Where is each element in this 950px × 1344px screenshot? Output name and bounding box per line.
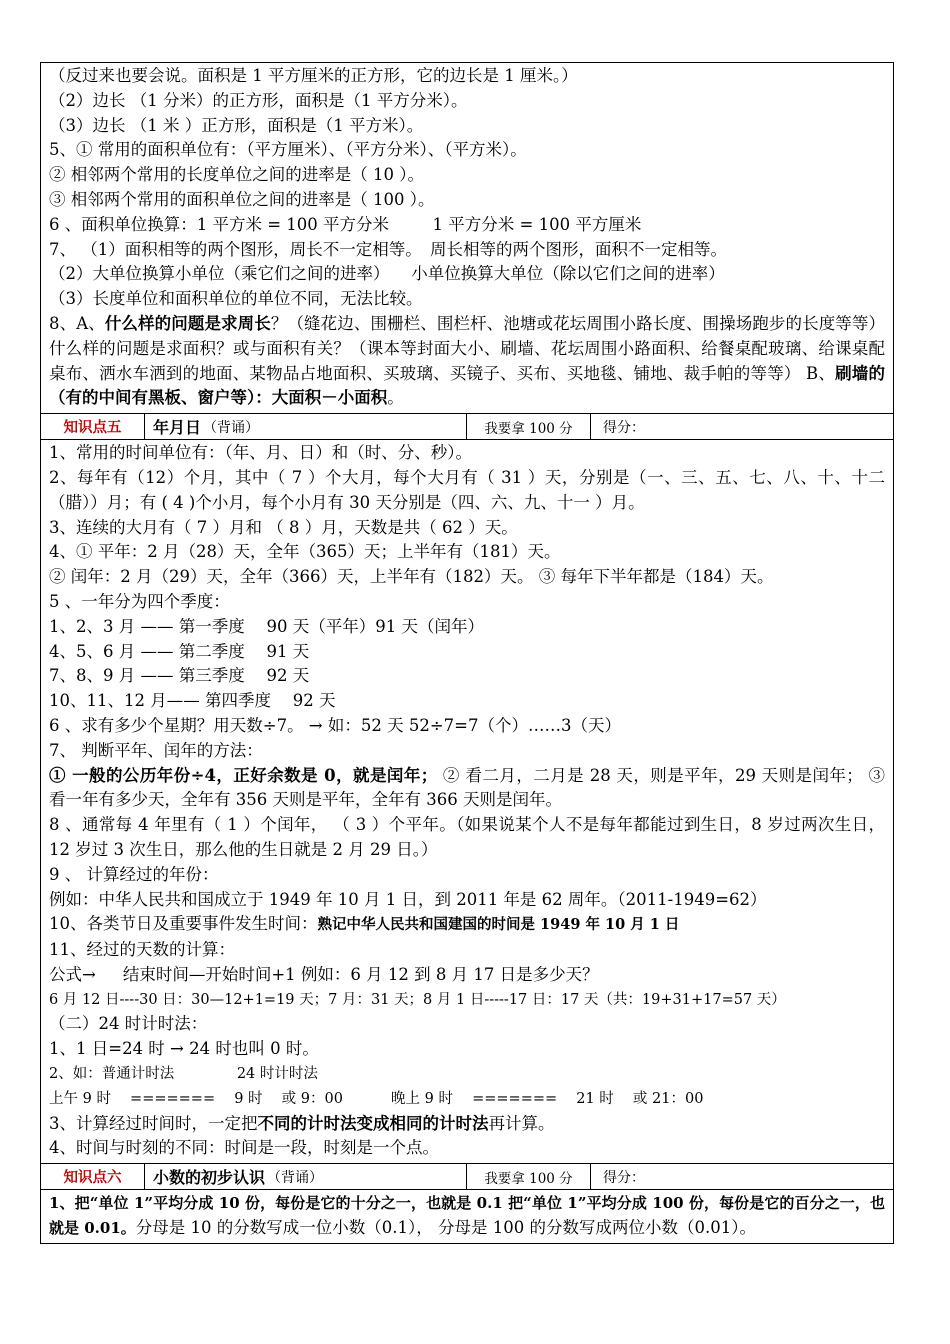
text-line: 10、11、12 月—— 第四季度 92 天 xyxy=(49,691,336,711)
text-line: 8 、通常每 4 年里有（ 1 ）个闰年， （ 3 ）个平年。（如果说某个人不是每年都能过到生日，8 岁过两次生日，12 岁过 3 次生日，那么他的生日就是 2 月 29 日。） xyxy=(49,815,885,859)
decimal-bold: 1、把“单位 1”平均分成 10 份，每份是它的十分之一，也就是 0.1 把“单位 1”平均分成 100 份，每份是它的百分之一，也就是 0.01。 xyxy=(49,1194,885,1238)
section-6-body xyxy=(40,1190,894,1244)
area-units-section-body xyxy=(40,62,894,414)
text-line: 6 、求有多少个星期？用天数÷7。 → 如：52 天 52÷7=7（个）……3（天） xyxy=(49,715,622,735)
item-8-bold-perimeter: 什么样的问题是求周长 xyxy=(104,313,271,333)
text-line: ② 相邻两个常用的长度单位之间的进率是（ 10 ）。 xyxy=(49,165,424,185)
section-6-subtitle: （背诵） xyxy=(267,1169,324,1186)
text-line: 7、 判断平年、闰年的方法： xyxy=(49,740,263,760)
text-line: ③ 相邻两个常用的面积单位之间的进率是（ 100 ）。 xyxy=(49,189,435,209)
item-8-prefix: 8、A、 xyxy=(49,313,105,333)
text-line: ② 闰年：2 月（29）天，全年（366）天，上半年有（182）天。 ③ 每年下半年都是（184）天。 xyxy=(49,567,774,587)
text-line: （2）大单位换算小单位（乘它们之间的进率） 小单位换算大单位（除以它们之间的进率） xyxy=(49,264,725,284)
section-6-header xyxy=(40,1164,894,1190)
section-5-title-cell xyxy=(145,414,467,439)
text-line: （反过来也要会说。面积是 1 平方厘米的正方形，它的边长是 1 厘米。） xyxy=(49,66,578,85)
text-line: 11、经过的天数的计算： xyxy=(49,940,235,960)
section-5-tag: 知识点五 xyxy=(41,414,145,439)
text-line: 4、时间与时刻的不同：时间是一段，时刻是一个点。 xyxy=(49,1138,439,1158)
holiday-bold: 熟记中华人民共和国建国的时间是 1949 年 10 月 1 日 xyxy=(317,916,680,934)
text-line: 9 、 计算经过的年份： xyxy=(49,864,219,884)
decimal-paragraph xyxy=(49,1191,885,1241)
section-5-title: 年月日 xyxy=(153,418,202,438)
text-line: 5、① 常用的面积单位有：（平方厘米）、（平方分米）、（平方米）。 xyxy=(49,140,527,160)
text-line: 3、连续的大月有（ 7 ）月和 （ 8 ）月，天数是共（ 62 ）天。 xyxy=(49,517,518,537)
text-line: 1、1 日=24 时 → 24 时也叫 0 时。 xyxy=(49,1039,319,1059)
section-5-header xyxy=(40,414,894,440)
section-5-goal: 我要拿 100 分 xyxy=(467,414,591,439)
text-line: （2）边长 （1 分米）的正方形，面积是（1 平方分米）。 xyxy=(49,90,468,110)
text-line: 6 月 12 日----30 日：30—12+1=19 天；7 月：31 天；8 月 1 日-----17 日：17 天（共：19+31+17=57 天） xyxy=(49,991,786,1008)
item-8-text: ？（缝花边、围栅栏、围栏杆、池塘或花坛周围小路长度、围操场跑步的长度等等）什么样的问题是求面积？或与面积有关？（课本等封面大小、刷墙、花坛周围小路面积、给餐桌配玻璃、给课桌配桌布、洒水车洒到的地面、某物品占地面积、买玻璃、买镜子、买布、买地毯、铺地、裁手帕的等等） B、 xyxy=(49,313,885,383)
elapsed-time-bold: 不同的计时法变成相同的计时法 xyxy=(257,1113,489,1133)
text-line: 4、5、6 月 —— 第二季度 91 天 xyxy=(49,641,310,661)
item-8-bold-wall: 刷墙的（有的中间有黑板、窗户等）：大面积－小面积 xyxy=(49,363,885,408)
text-line: 1、2、3 月 —— 第一季度 90 天（平年）91 天（闰年） xyxy=(49,616,484,636)
section-6-score: 得分： xyxy=(603,1169,645,1186)
section-6-tag: 知识点六 xyxy=(41,1164,145,1189)
holiday-line xyxy=(49,912,885,938)
holiday-text: 10、各类节日及重要事件发生时间： xyxy=(49,914,318,934)
item-8-end: 。 xyxy=(387,388,404,408)
text-line: 公式→ 结束时间—开始时间+1 例如：6 月 12 到 8 月 17 日是多少天？ xyxy=(49,964,599,984)
section-5-body xyxy=(40,440,894,1164)
text-line: 上午 9 时 ======= 9 时 或 9：00 晚上 9 时 ======= 21 时 或 21：00 xyxy=(49,1090,704,1107)
decimal-text: 分母是 10 的分数写成一位小数（0.1）， 分母是 100 的分数写成两位小数（0.01）。 xyxy=(135,1218,756,1238)
leap-year-method xyxy=(49,764,885,814)
text-line: 5 、一年分为四个季度： xyxy=(49,591,230,611)
text-line: 例如：中华人民共和国成立于 1949 年 10 月 1 日，到 2011 年是 62 周年。（2011-1949=62） xyxy=(49,889,767,909)
section-6-title: 小数的初步认识 xyxy=(153,1168,266,1188)
text-line: 2、如：普通计时法 24 时计时法 xyxy=(49,1066,318,1083)
elapsed-time-text-c: 再计算。 xyxy=(488,1113,555,1133)
text-line: （3）边长 （1 米 ）正方形，面积是（1 平方米）。 xyxy=(49,115,424,135)
text-line: （3）长度单位和面积单位的单位不同，无法比较。 xyxy=(49,289,423,309)
section-6-goal: 我要拿 100 分 xyxy=(467,1164,591,1189)
text-line: 6 、面积单位换算：1 平方米 = 100 平方分米 1 平方分米 = 100 平方厘米 xyxy=(49,214,642,234)
item-8-paragraph xyxy=(49,312,885,411)
text-line: 7、 （1）面积相等的两个图形，周长不一定相等。 周长相等的两个图形，面积不一定相等。 xyxy=(49,239,727,259)
section-5-score: 得分： xyxy=(603,419,645,436)
text-line: 7、8、9 月 —— 第三季度 92 天 xyxy=(49,666,310,686)
text-line: 4、① 平年：2 月（28）天，全年（365）天；上半年有（181）天。 xyxy=(49,542,561,562)
section-6-title-cell xyxy=(145,1164,467,1189)
text-line: 1、常用的时间单位有：（年、月、日）和（时、分、秒）。 xyxy=(49,443,472,463)
document-page xyxy=(40,62,894,1244)
leap-year-rule-text: ② 看二月，二月是 28 天，则是平年，29 天则是闰年； ③ 看一年有多少天，全年有 356 天则是平年，全年有 366 天则是闰年。 xyxy=(49,765,885,810)
elapsed-time-line xyxy=(49,1112,885,1137)
elapsed-time-text-a: 3、计算经过时间时，一定把 xyxy=(49,1113,258,1133)
text-line: （二）24 时计时法： xyxy=(49,1014,208,1034)
section-5-subtitle: （背诵） xyxy=(203,419,260,436)
leap-year-rule-bold: ① 一般的公历年份÷4，正好余数是 0，就是闰年； xyxy=(49,765,438,785)
text-line: 2、每年有（12）个月，其中（ 7 ）个大月，每个大月有（ 31 ）天，分别是（一、三、五、七、八、十、十二（腊））月；有 ( 4 )个小月，每个小月有 30 天分别是（四、六、九、十一 ）月。 xyxy=(49,467,885,512)
